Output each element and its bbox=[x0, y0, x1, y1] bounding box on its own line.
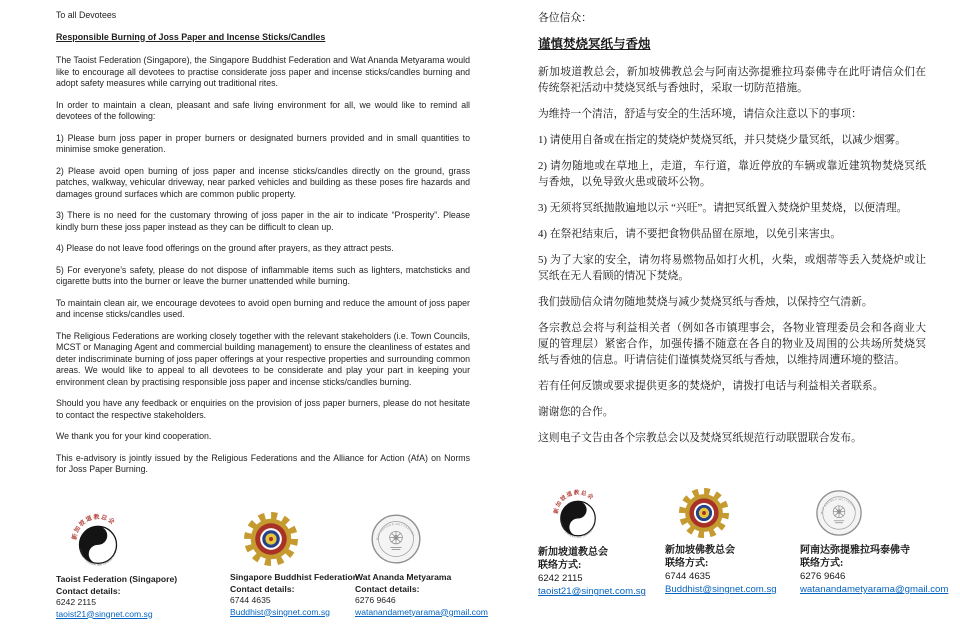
org-name: Taoist Federation (Singapore) bbox=[56, 574, 178, 584]
contact-details-label: Contact details: bbox=[56, 585, 121, 596]
svg-text:WAT ANANDA METYARAMA: WAT ANANDA METYARAMA bbox=[375, 521, 416, 541]
svg-text:WAT ANANDA METYARAMA: WAT ANANDA METYARAMA bbox=[820, 497, 857, 515]
email-link[interactable]: watanandametyarama@gmail.com bbox=[800, 584, 949, 595]
email-link[interactable]: Buddhist@singnet.com.sg bbox=[230, 606, 330, 617]
phone-number: 6744 4635 bbox=[230, 595, 271, 605]
contact-taoist-federation-zh bbox=[538, 487, 665, 598]
svg-text:TAOIST FEDERATION (SINGAPORE): TAOIST FEDERATION (SINGAPORE) bbox=[78, 548, 118, 567]
svg-text:新加坡道教总会: 新加坡道教总会 bbox=[72, 514, 116, 541]
org-name: 新加坡道教总会 bbox=[538, 547, 608, 558]
numbered-item-5-zh: 5) 为了大家的安全，请勿将易燃物品如打火机，火柴，或烟蒂等丢入焚烧炉或让冥纸在无人看顾的情况下焚烧。 bbox=[538, 254, 926, 282]
numbered-item-1-zh: 1) 请使用自备或在指定的焚烧炉焚烧冥纸，并只焚烧少量冥纸，以减少烟雾。 bbox=[538, 134, 906, 146]
email-link[interactable]: watanandametyarama@gmail.com bbox=[355, 606, 488, 617]
paragraph-intro-en: The Taoist Federation (Singapore), the Singapore Buddhist Federation and Wat Ananda Metyarama would like to encourage all devotees to practise considerate joss paper and incense sticks/candles burning and adopt safety measures while carrying out traditional rites. bbox=[56, 55, 470, 88]
contact-wat-ananda-en bbox=[355, 511, 495, 620]
contact-taoist-federation-en bbox=[56, 511, 230, 620]
svg-text:新加坡道教总会: 新加坡道教总会 bbox=[553, 490, 595, 515]
contact-details-label: 联络方式: bbox=[665, 558, 709, 569]
paragraph-issuer-zh: 这则电子文告由各个宗教总会以及焚烧冥纸规范行动联盟联合发布。 bbox=[538, 432, 862, 444]
contacts-row-zh bbox=[538, 487, 958, 598]
paragraph-clean-air-zh: 我们鼓励信众请勿随地焚烧与减少焚烧冥纸与香烛，以保持空气清新。 bbox=[538, 296, 873, 308]
phone-number: 6242 2115 bbox=[56, 597, 96, 607]
paragraph-feedback-zh: 若有任何反馈或要求提供更多的焚烧炉，请拨打电话与利益相关者联系。 bbox=[538, 380, 884, 392]
phone-number: 6276 9646 bbox=[355, 595, 396, 605]
org-name: 阿南达弥提雅拉玛泰佛寺 bbox=[800, 545, 910, 556]
phone-number: 6242 2115 bbox=[538, 573, 583, 584]
numbered-item-3-zh: 3) 无须将冥纸抛散遍地以示 “兴旺”。请把冥纸置入焚烧炉里焚烧，以便清理。 bbox=[538, 202, 908, 214]
phone-number: 6744 4635 bbox=[665, 571, 711, 582]
contact-details-label: 联络方式: bbox=[800, 558, 844, 569]
paragraph-intro-zh: 新加坡道教总会，新加坡佛教总会与阿南达弥提雅拉玛泰佛寺在此吁请信众们在传统祭祀活动中焚烧冥纸与香烛时，采取一切防范措施。 bbox=[538, 66, 926, 94]
numbered-item-2-zh: 2) 请勿随地或在草地上，走道，车行道，靠近停放的车辆或靠近建筑物焚烧冥纸与香烛，以免导致火患或破坏公物。 bbox=[538, 160, 926, 188]
numbered-item-4-zh: 4) 在祭祀结束后，请不要把食物供品留在原地，以免引来害虫。 bbox=[538, 228, 842, 240]
salutation-en: To all Devotees bbox=[56, 10, 117, 20]
numbered-item-2-en: 2) Please avoid open burning of joss paper and incense sticks/candles directly on the ground, grass patches, walkway, vehicular driveway, near parked vehicles and building as these poses fire hazards and damages ground surfaces which are common public property. bbox=[56, 165, 470, 199]
email-link[interactable]: taoist21@singnet.com.sg bbox=[56, 608, 153, 619]
org-name: Wat Ananda Metyarama bbox=[355, 572, 452, 582]
paragraph-thanks-zh: 谢谢您的合作。 bbox=[538, 406, 614, 418]
paragraph-thanks-en: We thank you for your kind cooperation. bbox=[56, 431, 212, 441]
numbered-item-1-en: 1) Please burn joss paper in proper burners or designated burners provided and in small quantities to minimise smoke generation. bbox=[56, 132, 470, 154]
paragraph-feedback-en: Should you have any feedback or enquiries on the provision of joss paper burners, please do not hesitate to contact the respective stakeholders. bbox=[56, 398, 470, 420]
salutation-zh: 各位信众： bbox=[538, 12, 592, 24]
phone-number: 6276 9646 bbox=[800, 571, 846, 582]
paragraph-stakeholders-en: The Religious Federations are working closely together with the relevant stakeholders (i.e. Town Councils, MCST or Managing Agent and commercial building management) to ensure the cleanliness of estates and deter indiscriminate burning of joss paper offerings at your respective properties and surrounding common areas. We would like to appeal to all devotees to be considerate and play your part in keeping your environment clean by practising responsible joss paper and incense sticks/candles burning. bbox=[56, 330, 470, 387]
contact-buddhist-federation-en bbox=[230, 511, 358, 620]
paragraph-reminder-zh: 为维持一个清洁，舒适与安全的生活环境，请信众注意以下的事项： bbox=[538, 108, 862, 120]
numbered-item-4-en: 4) Please do not leave food offerings on the ground after prayers, as they attract pests. bbox=[56, 243, 394, 253]
yin-yang-icon bbox=[69, 511, 127, 569]
yin-yang-icon bbox=[551, 487, 605, 541]
contact-buddhist-federation-zh bbox=[665, 487, 800, 598]
contact-details-label: Contact details: bbox=[355, 583, 420, 594]
advisory-title-en: Responsible Burning of Joss Paper and Incense Sticks/Candles bbox=[56, 31, 326, 42]
contact-details-label: 联络方式: bbox=[538, 560, 582, 571]
contacts-row-en bbox=[56, 511, 496, 620]
numbered-item-3-en: 3) There is no need for the customary throwing of joss paper in the air to indicate “Prosperity”. Please kindly burn these joss paper instead as they can be difficult to clean up. bbox=[56, 210, 470, 232]
org-name: Singapore Buddhist Federation bbox=[230, 572, 358, 582]
english-column bbox=[56, 10, 488, 619]
chinese-column bbox=[538, 10, 949, 597]
paragraph-reminder-en: In order to maintain a clean, pleasant and safe living environment for all, we would like to remind all devotees of the following: bbox=[56, 99, 470, 121]
email-link[interactable]: Buddhist@singnet.com.sg bbox=[665, 584, 777, 595]
numbered-item-5-en: 5) For everyone’s safety, please do not dispose of inflammable items such as lighters, matchsticks and cigarette butts into the burner or leave the burner unattended while burning. bbox=[56, 264, 470, 286]
contact-wat-ananda-zh bbox=[800, 487, 950, 598]
temple-seal-icon bbox=[813, 487, 865, 539]
advisory-title-zh: 谨慎焚烧冥纸与香烛 bbox=[538, 37, 651, 51]
contact-details-label: Contact details: bbox=[230, 583, 295, 594]
org-name: 新加坡佛教总会 bbox=[665, 545, 735, 556]
dharma-gear-icon bbox=[243, 511, 299, 567]
paragraph-stakeholders-zh: 各宗教总会将与利益相关者（例如各市镇理事会，各物业管理委员会和各商业大厦的管理层）紧密合作，加强传播不随意在各自的物业及周围的公共场所焚烧冥纸与香烛的信息。吁请信徒们谨慎焚烧冥纸与香烛，以维持周遭环境的整洁。 bbox=[538, 322, 926, 366]
paragraph-issuer-en: This e-advisory is jointly issued by the Religious Federations and the Alliance for Action (AfA) on Norms for Joss Paper Burning. bbox=[56, 452, 470, 474]
temple-seal-icon bbox=[368, 511, 424, 567]
dharma-gear-icon bbox=[678, 487, 730, 539]
svg-text:TAOIST FEDERATION (SINGAPORE): TAOIST FEDERATION (SINGAPORE) bbox=[559, 521, 597, 540]
paragraph-clean-air-en: To maintain clean air, we encourage devotees to avoid open burning and reduce the amount of joss paper and incense sticks/candles used. bbox=[56, 297, 470, 319]
email-link[interactable]: taoist21@singnet.com.sg bbox=[538, 586, 646, 597]
